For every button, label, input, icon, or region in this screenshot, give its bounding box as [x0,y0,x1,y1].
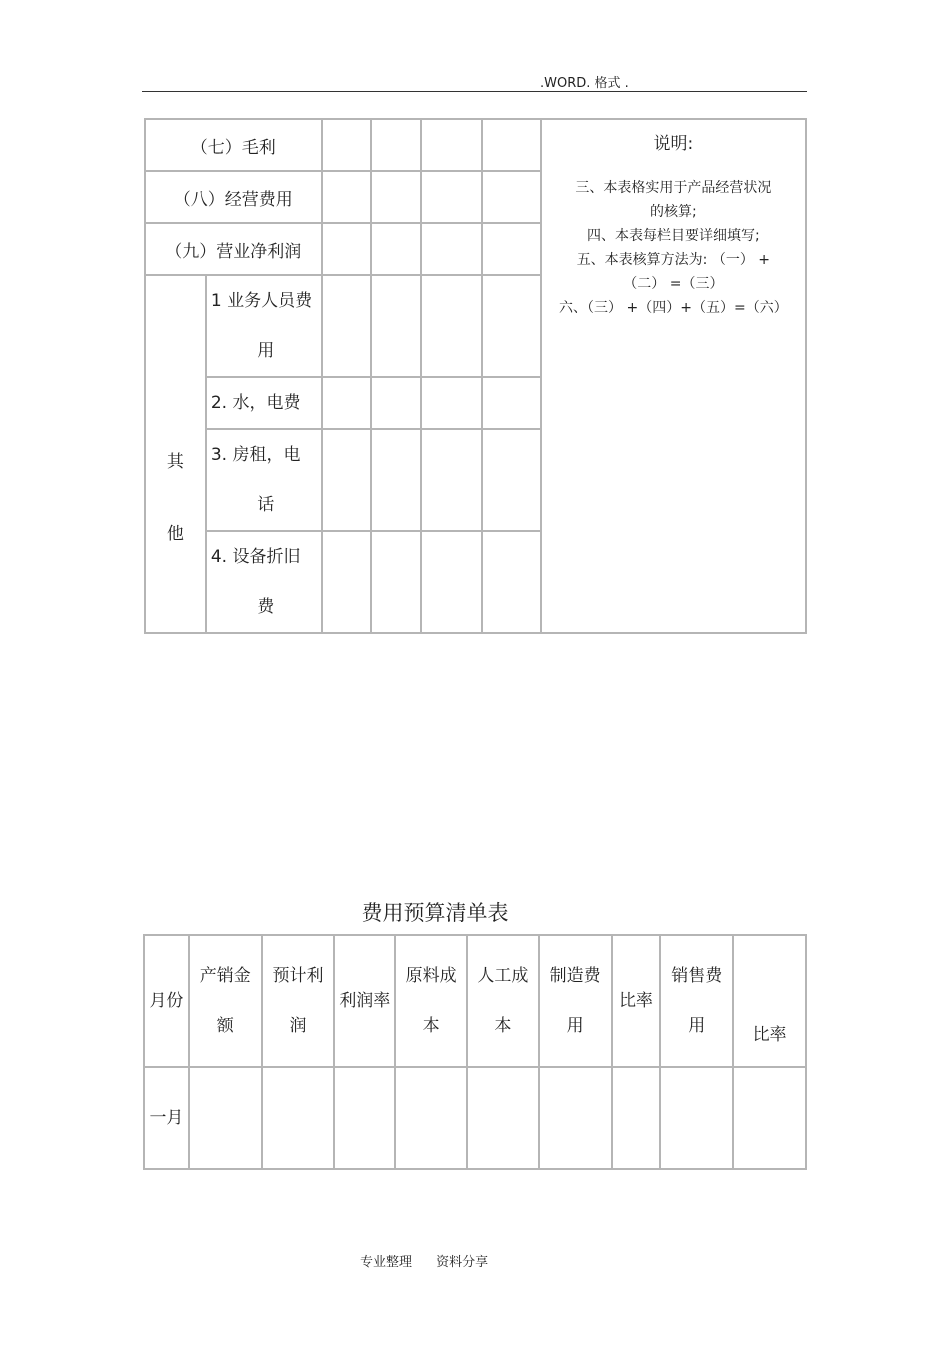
cell [322,275,372,377]
cell [421,223,482,275]
cell [322,119,372,171]
notes-line: （二） =（三） [623,276,724,292]
header-ratio: 比率 [612,935,661,1067]
cell [371,171,421,223]
page-header: .WORD. 格式 . [540,76,629,91]
cell [421,275,482,377]
cell [421,429,482,531]
cell [733,1067,806,1169]
cell [322,531,372,633]
budget-table [143,934,807,1170]
cell [482,223,541,275]
notes-line: 六、（三） +（四）+（五）=（六） [559,300,788,316]
cell [482,171,541,223]
cell [322,429,372,531]
cell [371,531,421,633]
cell [322,171,372,223]
row-month-label: 一月 [144,1067,189,1169]
cell [371,377,421,429]
header-labor-cost: 人工成 本 [467,935,539,1067]
notes-cell [541,119,806,633]
other-label-line1: 其 [166,452,184,472]
sub-item-utilities: 2. 水，电费 [206,377,322,429]
other-label [145,275,206,633]
notes-line: 的核算; [650,204,697,220]
header-rule [142,91,807,92]
cell [421,171,482,223]
header-manufacturing-cost: 制造费 用 [539,935,612,1067]
header-sales-amount: 产销金 额 [189,935,262,1067]
profit-table [144,118,807,634]
cell [371,223,421,275]
cell [467,1067,539,1169]
row-net-profit-label: （九）营业净利润 [145,223,322,275]
header-expected-profit: 预计利 润 [262,935,335,1067]
cell [371,119,421,171]
cell [482,275,541,377]
budget-table-title: 费用预算清单表 [361,901,509,925]
cell [482,119,541,171]
cell [322,223,372,275]
header-sales-expense: 销售费 用 [660,935,733,1067]
cell [482,377,541,429]
notes-line: 四、本表每栏目要详细填写; [587,228,760,244]
cell [660,1067,733,1169]
cell [322,377,372,429]
footer-left: 专业整理 [360,1255,413,1270]
cell [482,429,541,531]
sub-item-rent-phone: 3. 房租，电 话 [206,429,322,531]
header-material-cost: 原料成 本 [395,935,467,1067]
header-profit-rate: 利润率 [334,935,395,1067]
row-gross-profit-label: （七）毛利 [145,119,322,171]
notes-line: 五、本表核算方法为: （一） + [576,252,771,268]
cell [262,1067,335,1169]
other-label-line2: 他 [166,524,184,544]
page-footer [360,1251,508,1270]
cell [421,377,482,429]
cell [189,1067,262,1169]
cell [371,429,421,531]
cell [539,1067,612,1169]
cell [395,1067,467,1169]
sub-item-depreciation: 4. 设备折旧 费 [206,531,322,633]
footer-right: 资料分享 [436,1255,489,1270]
sub-item-staff-cost: 1 业务人员费 用 [206,275,322,377]
header-ratio-2: 比率 [733,935,806,1067]
cell [612,1067,661,1169]
cell [421,119,482,171]
header-month: 月份 [144,935,189,1067]
notes-title: 说明: [653,134,694,154]
cell [371,275,421,377]
row-operating-expense-label: （八）经营费用 [145,171,322,223]
cell [421,531,482,633]
cell [482,531,541,633]
notes-line: 三、本表格实用于产品经营状况 [575,180,772,196]
cell [334,1067,395,1169]
